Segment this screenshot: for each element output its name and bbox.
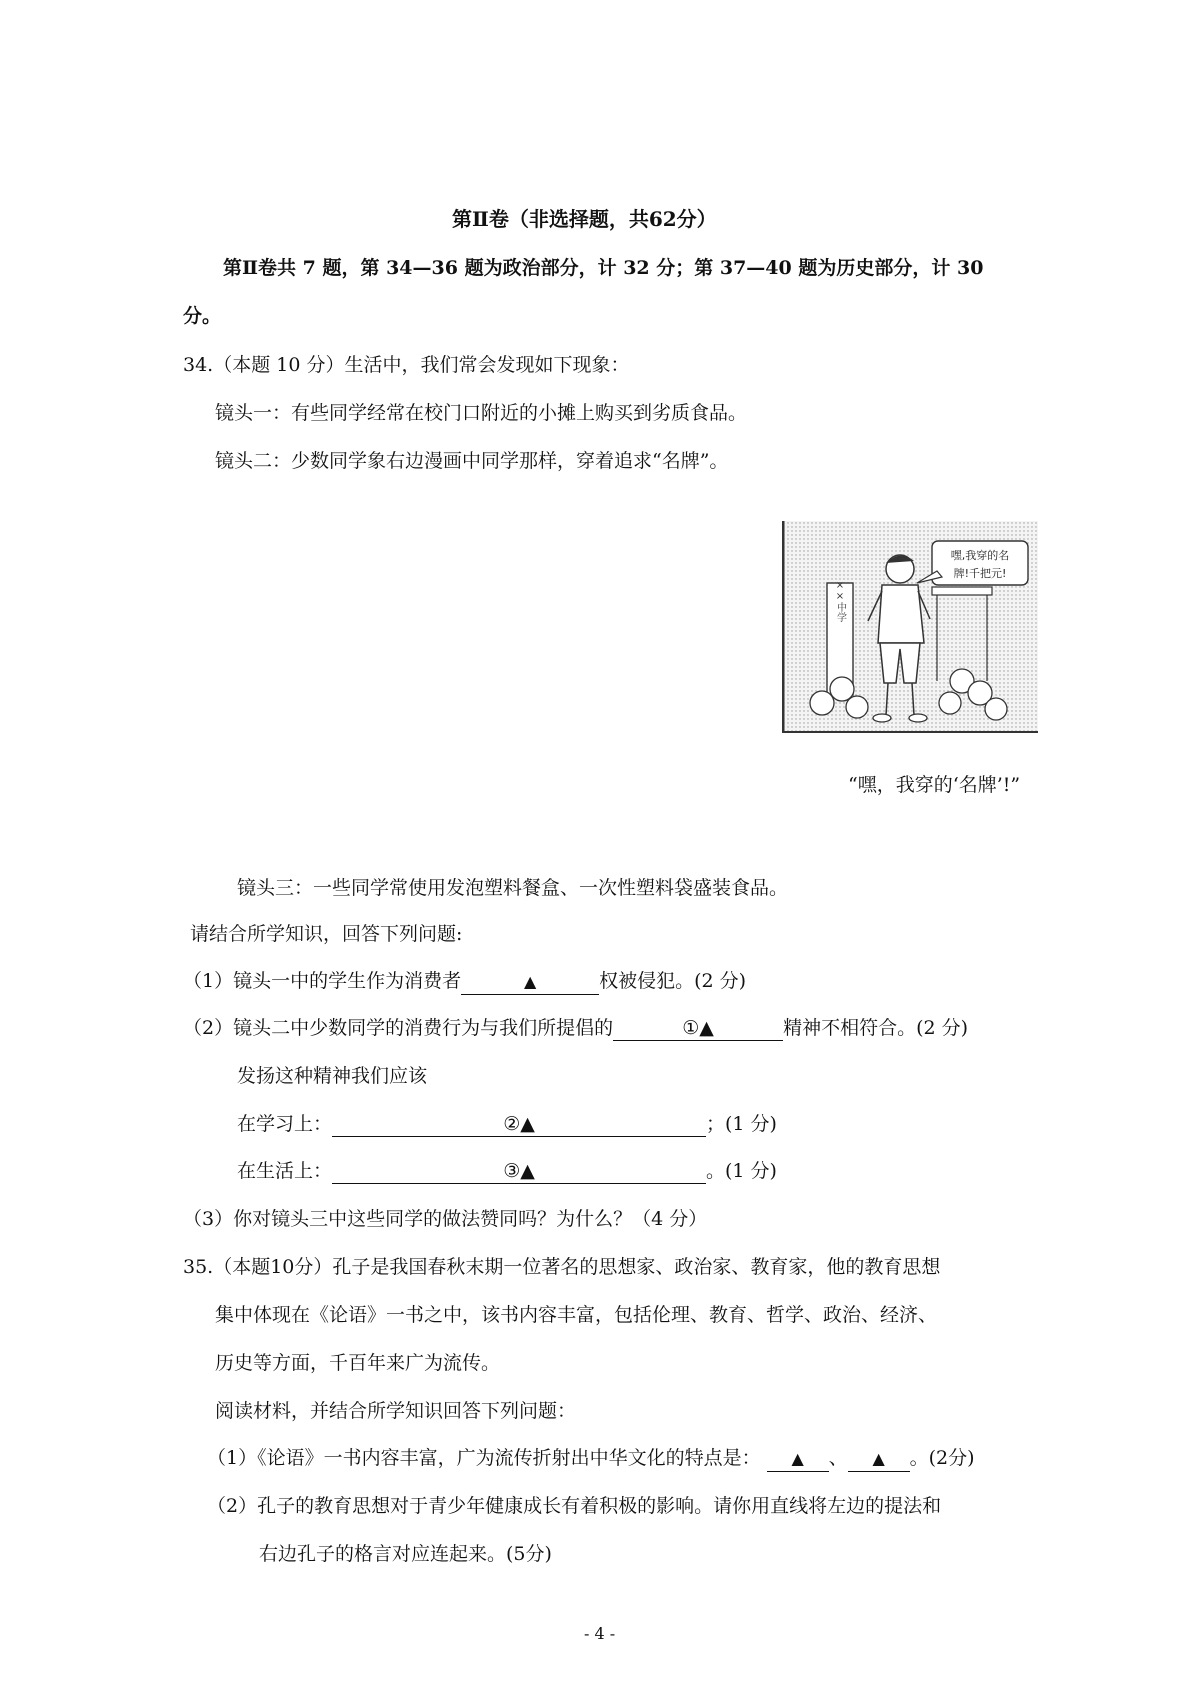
q34-stem: 34.（本题 10 分）生活中，我们常会发现如下现象： bbox=[183, 354, 630, 376]
q34-life-blank[interactable]: ③▲ bbox=[332, 1159, 706, 1184]
q34-part1-prefix: （1）镜头一中的学生作为消费者 bbox=[183, 970, 462, 992]
q34-part2-suffix: 精神不相符合。(2 分) bbox=[783, 1017, 969, 1039]
q34-instruction: 请结合所学知识，回答下列问题: bbox=[190, 923, 463, 945]
q35-part2-line1: （2）孔子的教育思想对于青少年健康成长有着积极的影响。请你用直线将左边的提法和 bbox=[207, 1495, 942, 1517]
q34-part2-prefix: （2）镜头二中少数同学的消费行为与我们所提倡的 bbox=[183, 1017, 614, 1039]
q35-part1-prefix: （1）《论语》一书内容丰富，广为流传折射出中华文化的特点是： bbox=[207, 1447, 761, 1469]
cartoon-sign: ××中学 bbox=[834, 580, 846, 622]
q35-part1-blank-b[interactable]: ▲ bbox=[848, 1446, 910, 1472]
q34-part2-blank[interactable]: ①▲ bbox=[613, 1016, 783, 1041]
q34-shot3: 镜头三：一些同学常使用发泡塑料餐盒、一次性塑料袋盛装食品。 bbox=[237, 877, 789, 899]
q34-part1 bbox=[183, 967, 746, 995]
q34-study-label: 在学习上： bbox=[237, 1113, 333, 1135]
q34-life-suffix: 。(1 分) bbox=[706, 1160, 777, 1182]
page-number: - 4 - bbox=[584, 1624, 616, 1643]
section-intro-line2: 分。 bbox=[183, 305, 222, 327]
q35-stem-line2: 集中体现在《论语》一书之中，该书内容丰富，包括伦理、教育、哲学、政治、经济、 bbox=[215, 1304, 938, 1326]
q34-life-label: 在生活上： bbox=[237, 1160, 333, 1182]
q35-part1-blank-a[interactable]: ▲ bbox=[767, 1446, 829, 1472]
q35-stem-line1: 35.（本题10分）孔子是我国春秋末期一位著名的思想家、政治家、教育家，他的教育思想 bbox=[183, 1256, 941, 1278]
cartoon-illustration bbox=[782, 521, 1038, 733]
q35-stem-line3: 历史等方面，千百年来广为流传。 bbox=[215, 1352, 501, 1374]
cartoon-bubble-line1: 嘿,我穿的名 bbox=[950, 549, 1010, 562]
q35-part1-sep: 、 bbox=[828, 1447, 848, 1469]
q35-part1 bbox=[207, 1444, 975, 1472]
q34-part3: （3）你对镜头三中这些同学的做法赞同吗？为什么？（4 分） bbox=[183, 1208, 708, 1230]
section-intro-line1: 第Ⅱ卷共 7 题，第 34—36 题为政治部分，计 32 分；第 37—40 题为历史部分，计 30 bbox=[223, 257, 984, 279]
q34-part1-suffix: 权被侵犯。(2 分) bbox=[599, 970, 747, 992]
q34-study-blank[interactable]: ②▲ bbox=[332, 1112, 706, 1137]
q34-part2-line2: 发扬这种精神我们应该 bbox=[237, 1065, 428, 1087]
q34-part2-life bbox=[237, 1157, 777, 1185]
q34-part2 bbox=[183, 1014, 968, 1042]
q34-shot2: 镜头二：少数同学象右边漫画中同学那样，穿着追求“名牌”。 bbox=[215, 450, 729, 472]
cartoon-caption: “嘿，我穿的‘名牌’!” bbox=[848, 774, 1021, 796]
q35-part1-suffix: 。(2分) bbox=[909, 1447, 975, 1469]
cartoon-bubble-line2: 牌!千把元! bbox=[953, 567, 1007, 580]
q34-shot1: 镜头一：有些同学经常在校门口附近的小摊上购买到劣质食品。 bbox=[215, 402, 748, 424]
section-title: 第Ⅱ卷（非选择题，共62分） bbox=[452, 207, 717, 231]
q34-part2-study bbox=[237, 1110, 777, 1138]
q34-study-suffix: ；(1 分) bbox=[706, 1113, 777, 1135]
q34-part1-blank[interactable]: ▲ bbox=[461, 969, 599, 995]
q35-part2-line2: 右边孔子的格言对应连起来。(5分) bbox=[259, 1543, 552, 1565]
q35-instruction: 阅读材料，并结合所学知识回答下列问题： bbox=[215, 1400, 577, 1422]
